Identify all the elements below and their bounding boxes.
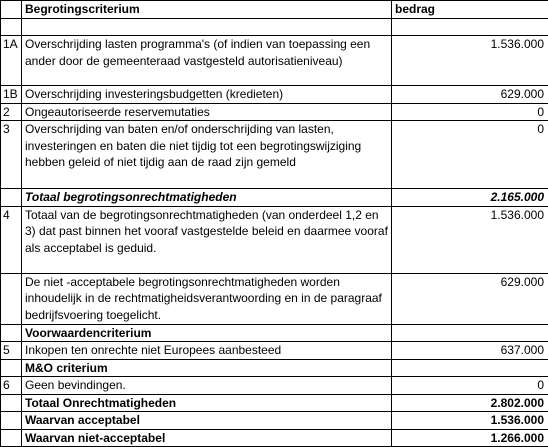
- row-amount: 2.802.000: [392, 394, 548, 412]
- row-num: [1, 412, 22, 430]
- table-row: [1, 273, 548, 324]
- row-description: Ongeautoriseerde reservemutaties: [22, 103, 392, 121]
- row-description: Totaal Onrechtmatigheden: [22, 394, 392, 412]
- row-description: Totaal begrotingsonrechtmatigheden: [22, 189, 392, 207]
- row-num: [1, 189, 22, 207]
- row-num: [1, 324, 22, 342]
- row-num: [1, 273, 22, 324]
- total-row: [1, 394, 548, 412]
- row-description: Waarvan niet-acceptabel: [22, 429, 392, 447]
- row-num: 6: [1, 377, 22, 395]
- header-row: [1, 1, 548, 19]
- header-criterium: Begrotingscriterium: [22, 1, 392, 19]
- table-row: [1, 342, 548, 360]
- spacer-row: [1, 19, 548, 36]
- row-num: 4: [1, 206, 22, 273]
- total-row: [1, 412, 548, 430]
- row-amount: 629.000: [392, 273, 548, 324]
- section-title: M&O criterium: [22, 359, 392, 377]
- row-amount: 2.165.000: [392, 189, 548, 207]
- row-num: [1, 394, 22, 412]
- row-num: 1A: [1, 36, 22, 86]
- row-description: Totaal van de begrotingsonrechtmatigheden (van onderdeel 1,2 en 3) dat past binnen het vooraf vastgestelde beleid en daarmee vooraf als acceptabel is geduid.: [22, 206, 392, 273]
- table-row: [1, 86, 548, 104]
- row-amount: 1.536.000: [392, 206, 548, 273]
- row-amount: 637.000: [392, 342, 548, 360]
- row-amount: 0: [392, 103, 548, 121]
- row-num: 5: [1, 342, 22, 360]
- row-num: 3: [1, 121, 22, 189]
- row-amount: 0: [392, 377, 548, 395]
- row-description: Inkopen ten onrechte niet Europees aanbesteed: [22, 342, 392, 360]
- row-description: Waarvan acceptabel: [22, 412, 392, 430]
- header-bedrag: bedrag: [392, 1, 548, 19]
- row-amount: 0: [392, 121, 548, 189]
- subtotal-row: [1, 189, 548, 207]
- table-row: [1, 103, 548, 121]
- header-num: [1, 1, 22, 19]
- table-row: [1, 206, 548, 273]
- row-amount: [392, 359, 548, 377]
- row-amount: 1.536.000: [392, 36, 548, 86]
- table-row: [1, 121, 548, 189]
- row-amount: 1.536.000: [392, 412, 548, 430]
- row-description: Overschrijding investeringsbudgetten (kredieten): [22, 86, 392, 104]
- spacer-cell: [392, 19, 548, 36]
- row-num: [1, 359, 22, 377]
- spacer-cell: [22, 19, 392, 36]
- section-row: [1, 324, 548, 342]
- row-num: 2: [1, 103, 22, 121]
- row-description: Overschrijding van baten en/of onderschrijding van lasten, investeringen en baten die niet tijdig tot een begrotingswijziging hebben geleid of niet tijdig aan de raad zijn gemeld: [22, 121, 392, 189]
- row-description: De niet -acceptabele begrotingsonrechtmatigheden worden inhoudelijk in de rechtmatigheidsverantwoording en in de paragraaf bedrijfsvoering toegelicht.: [22, 273, 392, 324]
- section-row: [1, 359, 548, 377]
- row-description: Overschrijding lasten programma's (of indien van toepassing een ander door de gemeenteraad vastgesteld autorisatieniveau): [22, 36, 392, 86]
- section-title: Voorwaardencriterium: [22, 324, 392, 342]
- table-row: [1, 36, 548, 86]
- row-amount: [392, 324, 548, 342]
- row-description: Geen bevindingen.: [22, 377, 392, 395]
- spacer-cell: [1, 19, 22, 36]
- row-amount: 629.000: [392, 86, 548, 104]
- row-amount: 1.266.000: [392, 429, 548, 447]
- table-row: [1, 377, 548, 395]
- row-num: 1B: [1, 86, 22, 104]
